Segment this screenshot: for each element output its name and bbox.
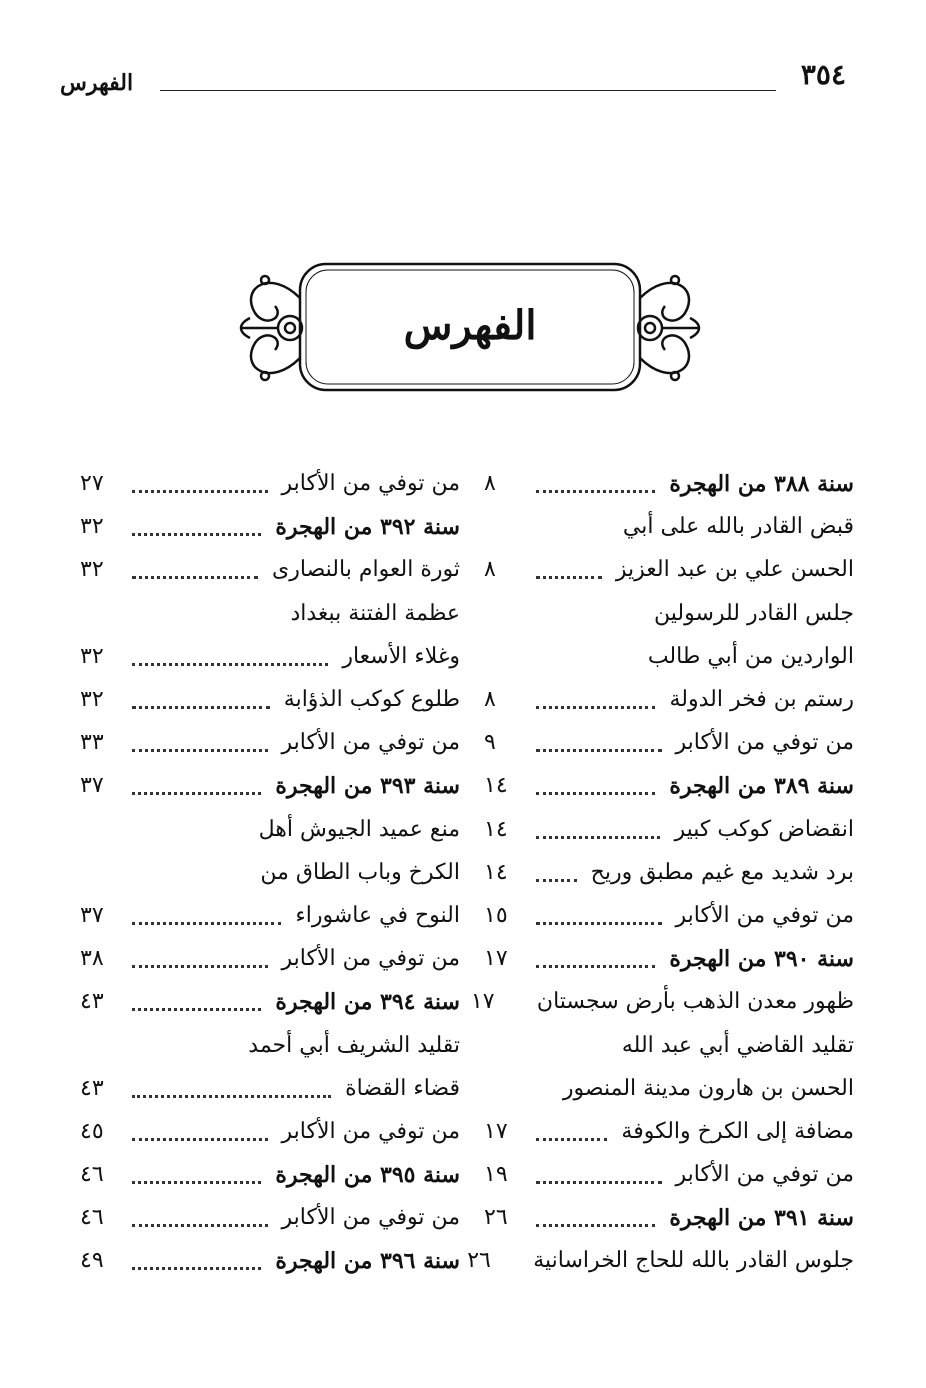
index-entry — [80, 851, 460, 894]
index-entry — [80, 764, 460, 807]
dot-leader — [132, 1245, 261, 1270]
entry-title: سنة ٣٩١ من الهجرة — [663, 1205, 854, 1231]
index-entry — [470, 980, 854, 1023]
dot-leader — [132, 900, 281, 925]
entry-title: عظمة الفتنة ببغداد — [284, 601, 460, 626]
entry-title: سنة ٣٩٣ من الهجرة — [269, 773, 460, 799]
index-entry — [80, 894, 460, 937]
entry-page-number: ٨ — [484, 471, 496, 497]
entry-title: ظهور معدن الذهب بأرض سجستان — [531, 989, 854, 1014]
index-entry — [80, 548, 460, 591]
entry-title: النوح في عاشوراء — [289, 903, 460, 928]
entry-title: مضافة إلى الكرخ والكوفة — [615, 1119, 854, 1144]
index-entry — [484, 1110, 854, 1153]
dot-leader — [132, 815, 245, 837]
dot-leader — [132, 1202, 268, 1227]
header-rule — [160, 90, 776, 91]
entry-page-number: ١٧ — [484, 1118, 508, 1144]
entry-title: جلوس القادر بالله للحاج الخراسانية — [527, 1248, 854, 1273]
entry-title: انقضاض كوكب كبير — [668, 817, 854, 842]
entry-page-number: ٤٣ — [80, 1075, 104, 1101]
dot-leader — [536, 1202, 655, 1227]
index-entry — [484, 808, 854, 851]
entry-page-number: ٣٨ — [80, 946, 104, 972]
entry-page-number: ٢٦ — [484, 1205, 508, 1231]
entry-title: سنة ٣٩٤ من الهجرة — [269, 989, 460, 1015]
entry-page-number: ١٤ — [484, 773, 508, 799]
entry-title: من توفي من الأكابر — [276, 946, 460, 971]
entry-title: تقليد الشريف أبي أحمد — [242, 1033, 460, 1058]
index-entry — [80, 1067, 460, 1110]
title-banner — [230, 258, 710, 398]
entry-title: سنة ٣٩٠ من الهجرة — [663, 946, 854, 972]
index-entry — [80, 937, 460, 980]
dot-leader — [132, 727, 268, 752]
entry-page-number: ٢٦ — [467, 1248, 491, 1274]
dot-leader — [536, 1159, 662, 1184]
dot-leader — [536, 513, 609, 535]
index-entry — [484, 548, 854, 591]
dot-leader — [132, 511, 261, 536]
entry-title: الكرخ وباب الطاق من — [254, 860, 460, 885]
entry-page-number: ٣٧ — [80, 902, 104, 928]
index-entry — [484, 851, 854, 894]
entry-title: من توفي من الأكابر — [670, 730, 854, 755]
dot-leader — [132, 1031, 234, 1053]
entry-page-number: ٣٧ — [80, 773, 104, 799]
dot-leader — [536, 684, 655, 709]
entry-title: قضاء القضاة — [339, 1076, 460, 1101]
index-entry — [484, 1153, 854, 1196]
dot-leader — [132, 599, 276, 621]
dot-leader — [536, 1074, 549, 1096]
index-entry — [80, 721, 460, 764]
entry-page-number: ٢٧ — [80, 471, 104, 497]
entry-page-number: ٣٢ — [80, 687, 104, 713]
dot-leader — [132, 468, 268, 493]
index-entry — [80, 592, 460, 635]
entry-page-number: ١٧ — [470, 989, 495, 1015]
index-entry — [80, 1153, 460, 1196]
dot-leader — [536, 770, 655, 795]
dot-leader — [132, 684, 270, 709]
running-title: الفهرس — [60, 70, 134, 96]
dot-leader — [132, 770, 261, 795]
entry-page-number: ٤٦ — [80, 1205, 104, 1231]
entry-page-number: ٤٦ — [80, 1162, 104, 1188]
entry-title: الحسن علي بن عبد العزيز — [610, 557, 854, 582]
index-entry — [80, 808, 460, 851]
entry-page-number: ٣٣ — [80, 730, 104, 756]
dot-leader — [132, 858, 246, 880]
dot-leader — [536, 554, 602, 579]
entry-title: سنة ٣٩٦ من الهجرة — [269, 1248, 460, 1274]
index-entry — [80, 1196, 460, 1239]
entry-page-number: ٤٥ — [80, 1118, 104, 1144]
entry-title: سنة ٣٨٩ من الهجرة — [663, 773, 854, 799]
dot-leader — [132, 1159, 261, 1184]
index-entry — [484, 937, 854, 980]
index-entry — [484, 505, 854, 548]
entry-page-number: ٣٢ — [80, 643, 104, 669]
index-entry — [484, 592, 854, 635]
entry-title: وغلاء الأسعار — [336, 644, 460, 669]
entry-title: قبض القادر بالله على أبي — [617, 514, 854, 539]
entry-page-number: ٩ — [484, 730, 496, 756]
entry-page-number: ٨ — [484, 557, 496, 583]
dot-leader — [132, 1116, 268, 1141]
index-entry — [80, 1239, 460, 1282]
entry-page-number: ٣٢ — [80, 557, 104, 583]
index-entry — [80, 505, 460, 548]
index-entry — [484, 635, 854, 678]
index-entry — [484, 764, 854, 807]
entry-page-number: ١٤ — [484, 816, 508, 842]
index-entry — [484, 894, 854, 937]
entry-title: ثورة العوام بالنصارى — [266, 557, 460, 582]
entry-title: من توفي من الأكابر — [670, 903, 854, 928]
dot-leader — [536, 943, 655, 968]
index-entry — [80, 462, 460, 505]
entry-page-number: ١٧ — [484, 946, 508, 972]
entry-title: منع عميد الجيوش أهل — [253, 817, 460, 842]
dot-leader — [536, 727, 662, 752]
entry-page-number: ٨ — [484, 687, 496, 713]
entry-title: جلس القادر للرسولين — [648, 601, 854, 626]
page-number: ٣٥٤ — [800, 58, 846, 91]
index-entry — [80, 980, 460, 1023]
entry-title: تقليد القاضي أبي عبد الله — [616, 1033, 854, 1058]
entry-title: سنة ٣٨٨ من الهجرة — [663, 471, 854, 497]
entry-page-number: ٤٩ — [80, 1248, 104, 1274]
index-entry — [484, 1023, 854, 1066]
entry-page-number: ١٥ — [484, 902, 508, 928]
entry-title: من توفي من الأكابر — [276, 1205, 460, 1230]
entry-title: سنة ٣٩٥ من الهجرة — [269, 1162, 460, 1188]
index-entry — [484, 1067, 854, 1110]
entry-title: من توفي من الأكابر — [276, 471, 460, 496]
entry-title: من توفي من الأكابر — [276, 1119, 460, 1144]
entry-title: طلوع كوكب الذؤابة — [278, 687, 460, 712]
index-entry — [80, 635, 460, 678]
index-entry — [484, 462, 854, 505]
dot-leader — [536, 857, 577, 882]
entry-title: رستم بن فخر الدولة — [663, 687, 854, 712]
banner-title: الفهرس — [403, 302, 537, 349]
dot-leader — [132, 943, 268, 968]
index-column-right — [467, 462, 854, 1283]
entry-page-number: ٣٢ — [80, 514, 104, 540]
dot-leader — [536, 1116, 607, 1141]
index-column-left — [80, 462, 460, 1283]
entry-title: من توفي من الأكابر — [276, 730, 460, 755]
index-entry — [484, 1196, 854, 1239]
dot-leader — [132, 986, 261, 1011]
dot-leader — [536, 1031, 608, 1053]
entry-page-number: ٤٣ — [80, 989, 104, 1015]
entry-page-number: ١٩ — [484, 1162, 508, 1188]
index-entry — [467, 1239, 854, 1282]
dot-leader — [536, 599, 640, 621]
entry-title: الحسن بن هارون مدينة المنصور — [557, 1076, 854, 1101]
dot-leader — [132, 554, 258, 579]
index-entry — [484, 678, 854, 721]
running-header — [60, 58, 846, 98]
index-entry — [80, 1110, 460, 1153]
dot-leader — [536, 900, 662, 925]
index-entry — [80, 678, 460, 721]
dot-leader — [536, 468, 655, 493]
dot-leader — [132, 641, 328, 666]
index-entry — [484, 721, 854, 764]
entry-title: برد شديد مع غيم مطبق وريح — [585, 860, 854, 885]
entry-title: سنة ٣٩٢ من الهجرة — [269, 514, 460, 540]
entry-title: الواردين من أبي طالب — [642, 644, 854, 669]
dot-leader — [132, 1073, 331, 1098]
dot-leader — [536, 642, 634, 664]
entry-page-number: ١٤ — [484, 859, 508, 885]
entry-title: من توفي من الأكابر — [670, 1162, 854, 1187]
index-entry — [80, 1023, 460, 1066]
dot-leader — [536, 814, 660, 839]
